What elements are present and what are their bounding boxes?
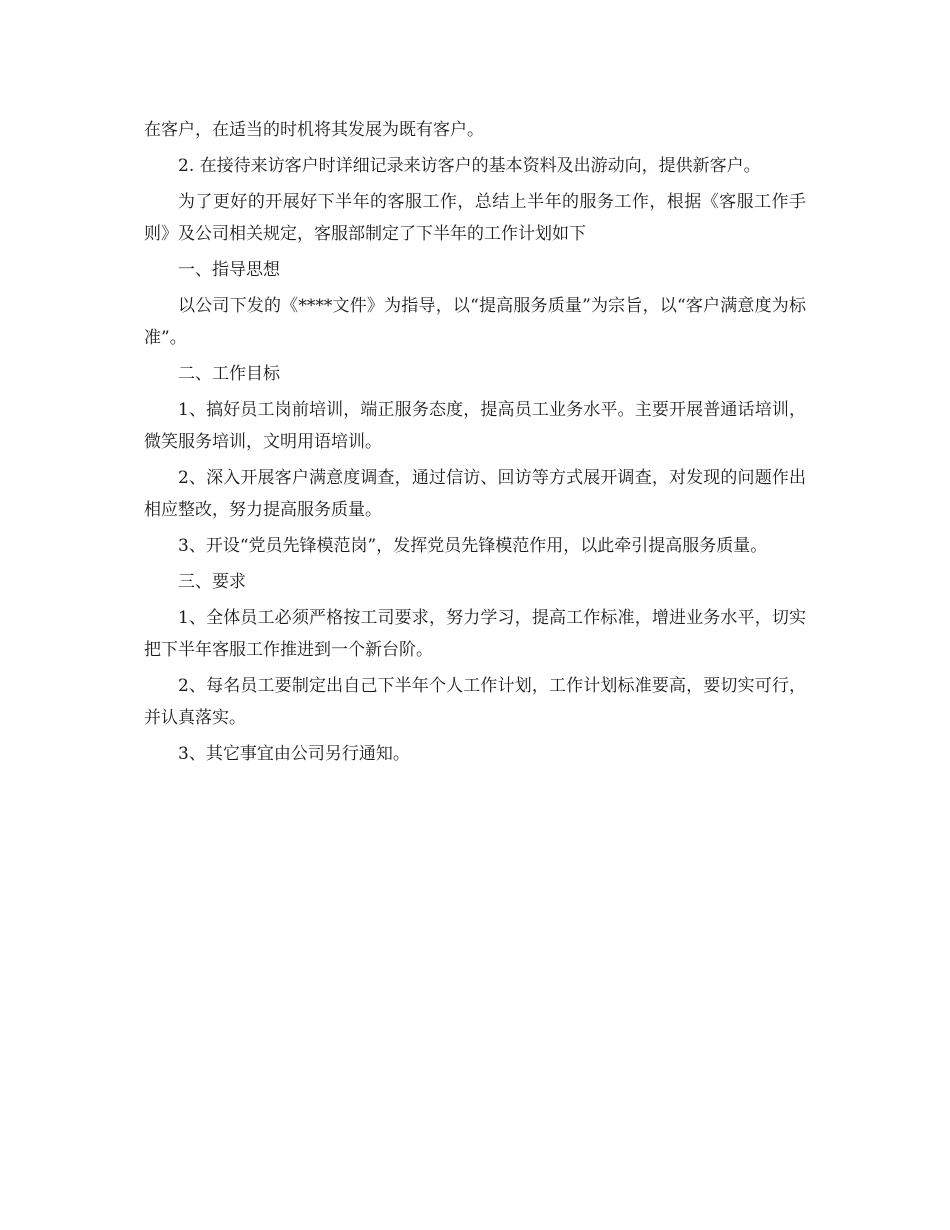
paragraph-requirement-2: 2、每名员工要制定出自己下半年个人工作计划，工作计划标准要高，要切实可行，并认真落实。 — [144, 676, 806, 728]
section-heading-requirements: 三、要求 — [178, 572, 246, 592]
section-heading-guiding-idea: 一、指导思想 — [178, 260, 280, 280]
paragraph-goal-3: 3、开设“党员先锋模范岗”，发挥党员先锋模范作用，以此牵引提高服务质量。 — [178, 536, 768, 556]
paragraph-goal-1: 1、搞好员工岗前培训，端正服务态度，提高员工业务水平。主要开展普通话培训，微笑服务培训，文明用语培训。 — [144, 400, 806, 452]
paragraph-continuation: 在客户，在适当的时机将其发展为既有客户。 — [144, 120, 484, 140]
paragraph-goal-2: 2、深入开展客户满意度调查，通过信访、回访等方式展开调查，对发现的问题作出相应整改，努力提高服务质量。 — [144, 468, 806, 520]
paragraph-item-2: 2. 在接待来访客户时详细记录来访客户的基本资料及出游动向，提供新客户。 — [178, 156, 761, 176]
paragraph-requirement-1: 1、全体员工必须严格按工司要求，努力学习，提高工作标准，增进业务水平，切实把下半年客服工作推进到一个新台阶。 — [144, 608, 806, 660]
document-page — [144, 114, 806, 774]
paragraph-intro: 为了更好的开展好下半年的客服工作，总结上半年的服务工作，根据《客服工作手则》及公司相关规定，客服部制定了下半年的工作计划如下 — [144, 192, 806, 244]
section-heading-work-goals: 二、工作目标 — [178, 364, 280, 384]
paragraph-guiding-idea: 以公司下发的《****文件》为指导，以“提高服务质量”为宗旨，以“客户满意度为标准”。 — [144, 296, 806, 348]
paragraph-requirement-3: 3、其它事宜由公司另行通知。 — [178, 744, 410, 764]
